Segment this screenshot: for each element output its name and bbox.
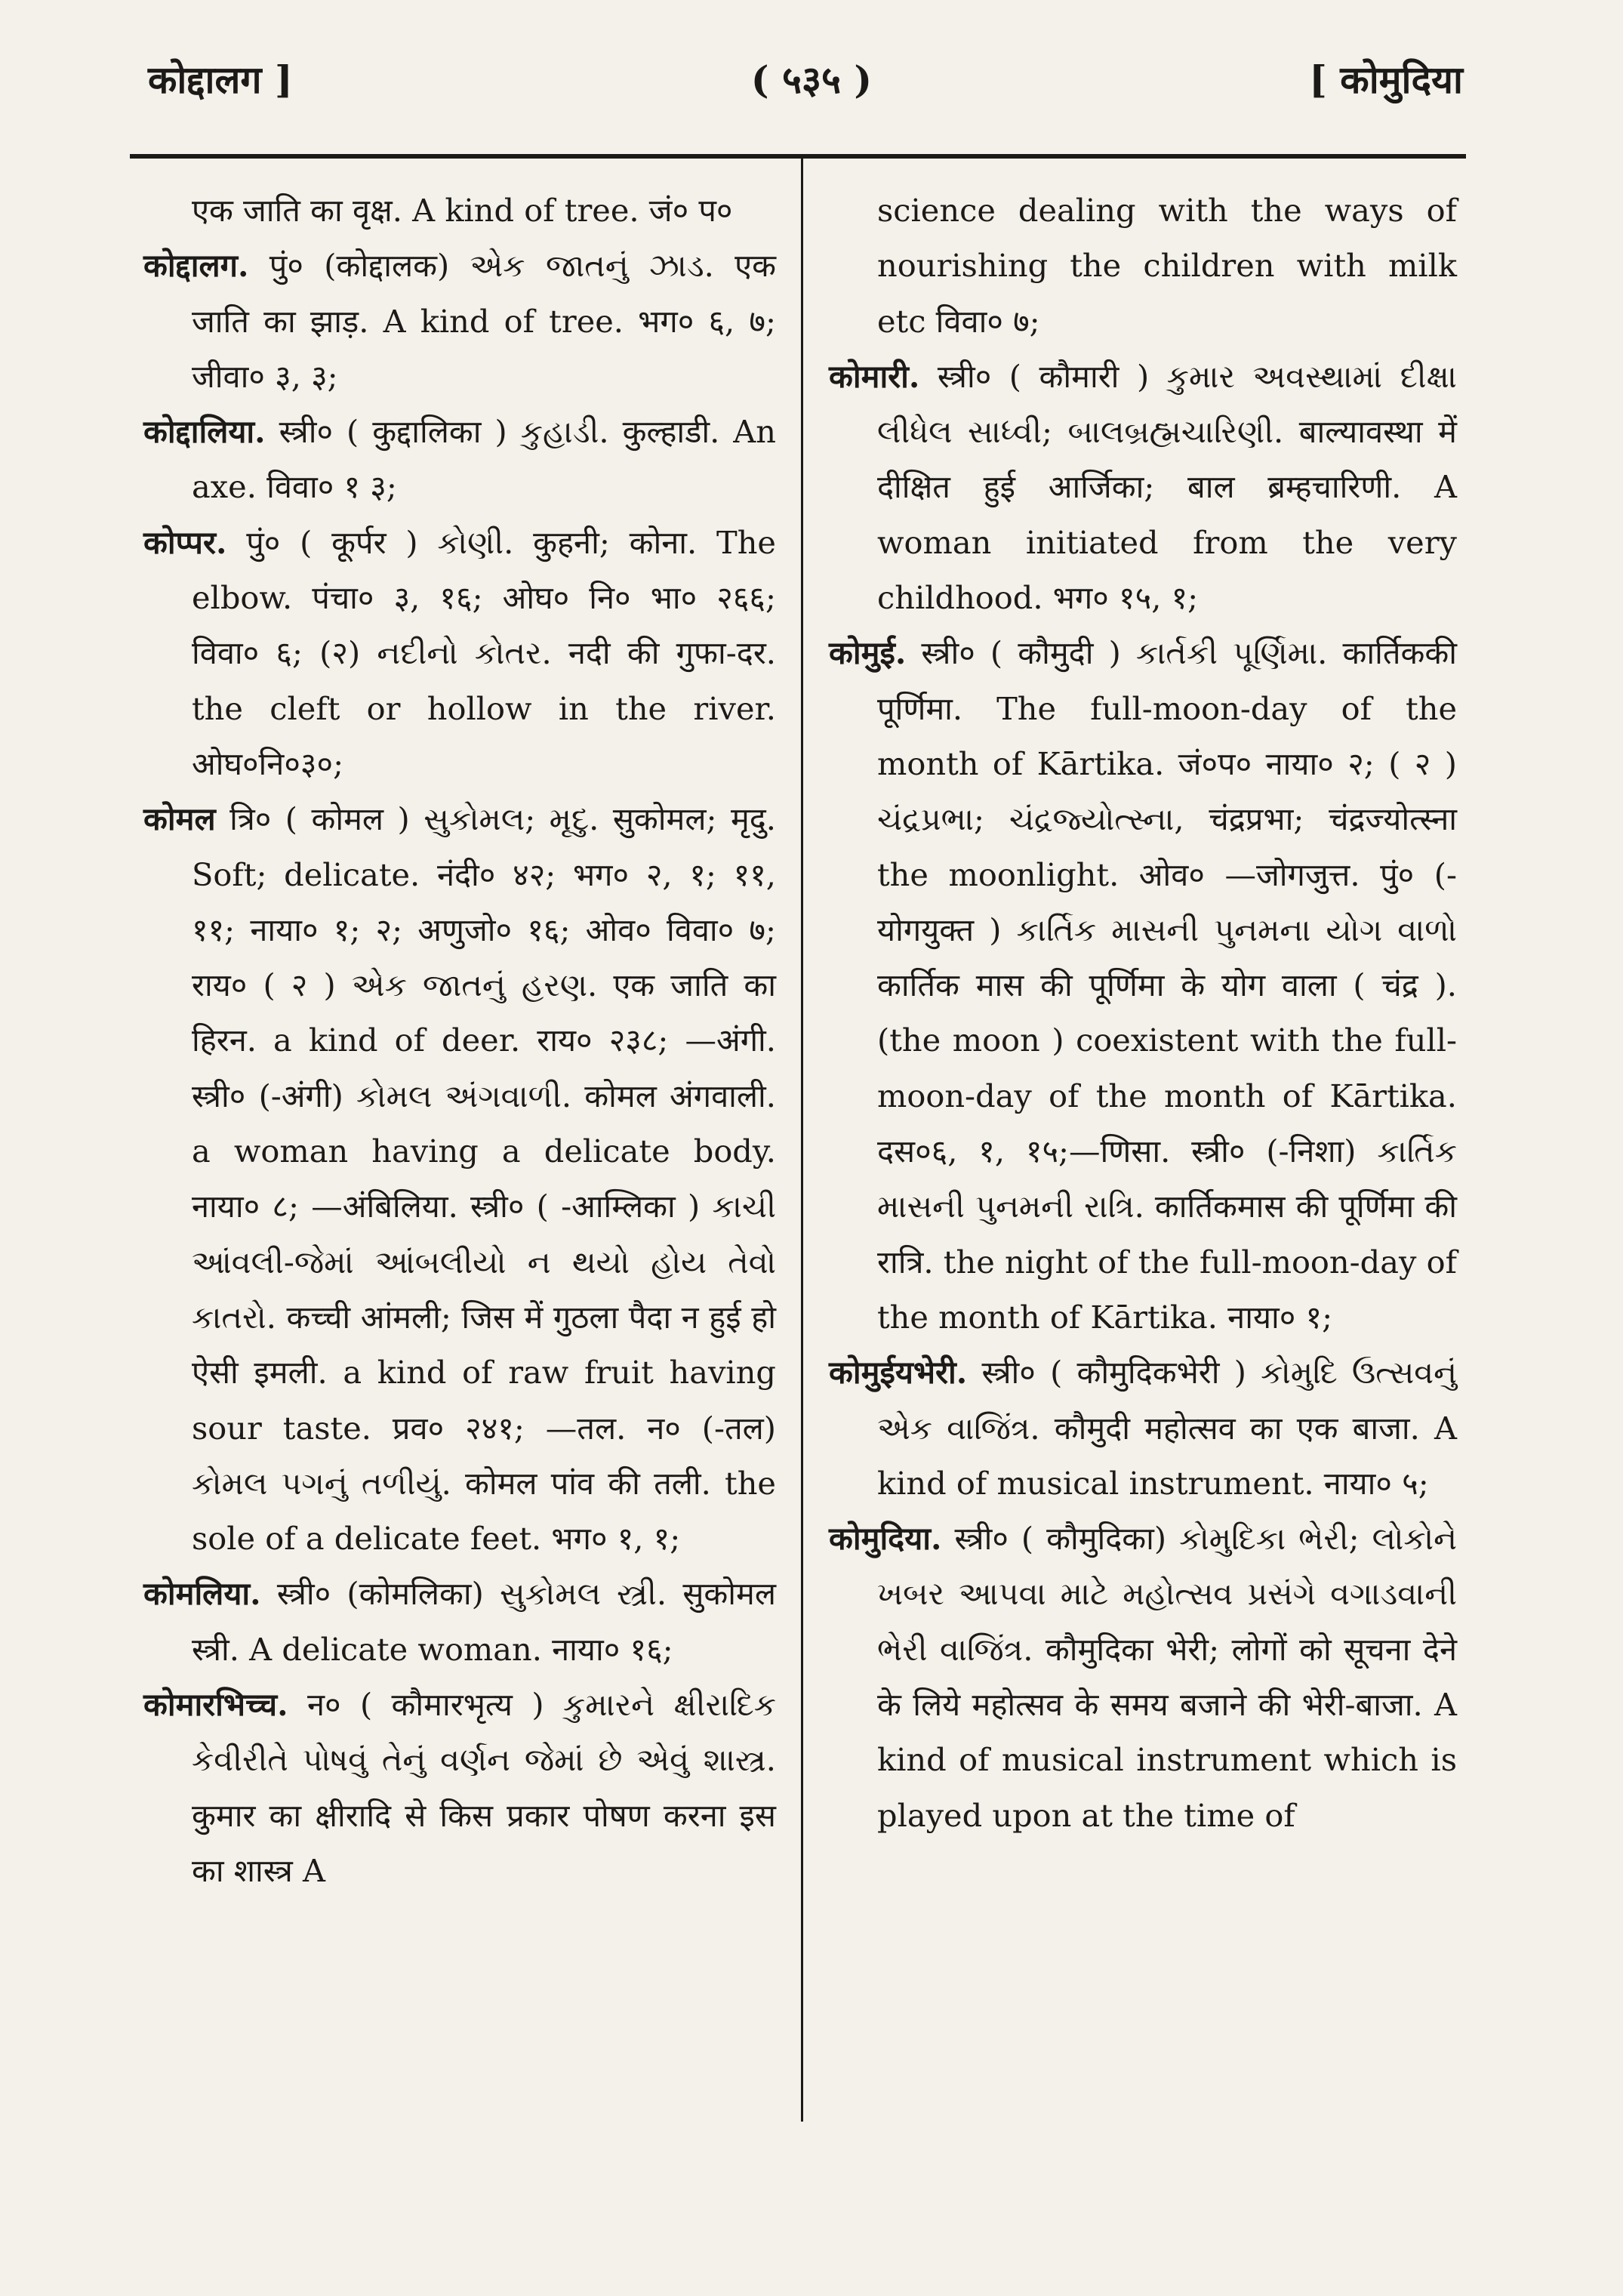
entry-text: स्त्री० ( कौमुदिका) કોમુદિકા ભેરી; લોકોને ખબર આપવા માટે મહોત્સવ પ્રસંગે વગાડવાની ભેરી વાજિંત્ર. कौमुदिका भेरी; लोगों को सूचना देने के लिये महोत्सव के समय बजाने की भेरी-बाजा. A kind of musical instrument which is played upon at the time of bbox=[877, 1520, 1457, 1834]
entry-headword: कोमारी. bbox=[829, 357, 920, 395]
entry-text: स्त्री० (कोमलिका) સુકોમલ સ્ત્રી. सुकोमल स्त्री. A delicate woman. नाया० १६; bbox=[192, 1575, 776, 1668]
entry-headword: कोद्दालग. bbox=[143, 247, 249, 285]
dictionary-entry bbox=[829, 1345, 1457, 1511]
dictionary-entry bbox=[143, 238, 776, 404]
dictionary-entry bbox=[829, 625, 1457, 1345]
dictionary-entry bbox=[143, 515, 776, 791]
left-column bbox=[143, 183, 776, 1898]
entry-headword: कोमुई. bbox=[829, 634, 907, 672]
entry-headword: कोमुईयभेरी. bbox=[829, 1354, 968, 1391]
entry-text: स्त्री० ( कुद्दालिका ) કુહાડી. कुल्हाडी. An axe. विवा० १ ३; bbox=[192, 413, 776, 506]
dictionary-entry bbox=[829, 349, 1457, 625]
entry-headword: कोमल bbox=[143, 800, 216, 838]
entry-headword: कोमलिया. bbox=[143, 1575, 261, 1613]
entry-headword: कोमुदिया. bbox=[829, 1520, 942, 1558]
entry-text: पुं० ( कूर्पर ) કોણી. कुहनी; कोना. The elbow. पंचा० ३, १६; ओघ० नि० भा० २६६; विवा० ६; (२) નદીનો કોતર. नदी की गुफा-दर. the cleft or hollow in the river. ओघ०नि०३०; bbox=[192, 523, 776, 782]
header-rule bbox=[130, 154, 1466, 159]
entry-text: स्त्री० ( कौमुदिकभेरी ) કોમુદિ ઉત્સવનું એક વાજિંત્ર. कौमुदी महोत्सव का एक बाजा. A kind of musical instrument. नाया० ५; bbox=[877, 1354, 1457, 1502]
entry-headword: कोप्पर. bbox=[143, 523, 227, 561]
entry-text: एक जाति का वृक्ष. A kind of tree. जं० प० bbox=[192, 192, 733, 229]
entry-text: science dealing with the ways of nourishing the children with milk etc विवा० ७; bbox=[877, 192, 1457, 340]
entry-text: त्रि० ( कोमल ) સુકોમલ; મૃદુ. सुकोमल; मृदु. Soft; delicate. नंदी० ४२; भग० २, १; ११, ११; नाया० १; २; अणुजो० १६; ओव० विवा० ७; राय० ( २ ) એક જાતનું હરણ. एक जाति का हिरन. a kind of deer. राय० २३८; —अंगी. स्त्री० (-अंगी) કોમલ અંગવાળી. कोमल अंगवाली. a woman having a delicate body. नाया० ८; —अंबिलिया. स्त्री० ( -आम्लिका ) કાચી આંવલી-જેમાં આંબલીયો ન થયો હોય તેવો કાતરો. कच्ची आंमली; जिस में गुठला पैदा न हुई हो ऐसी इमली. a kind of raw fruit having sour taste. प्रव० २४१; —तल. न० (-तल) કોમલ પગનું તળીયું. कोमल पांव की तली. the sole of a delicate feet. भग० १, १; bbox=[192, 800, 776, 1558]
running-head-right: [ कोमुदिया bbox=[1309, 57, 1463, 102]
dictionary-entry bbox=[143, 791, 776, 1566]
page-number: ( ५३५ ) bbox=[750, 57, 873, 102]
dictionary-entry bbox=[143, 183, 776, 238]
entry-headword: कोमारभिच्च. bbox=[143, 1686, 288, 1724]
dictionary-entry bbox=[143, 1566, 776, 1677]
dictionary-entry bbox=[829, 183, 1457, 349]
entry-text: स्त्री० ( कौमुदी ) કાર્તકી પૂર્ણિમા. कार्तिककी पूर्णिमा. The full-moon-day of the month of Kārtika. जं०प० नाया० २; ( २ ) ચંદ્રપ્રભા; ચંદ્રજ્યોત્સ્ના, चंद्रप्रभा; चंद्रज्योत्स्ना the moonlight. ओव० —जोगजुत्त. पुं० (-योगयुक्त ) કાર્તિક માસની પુનમના યોગ વાળો कार्तिक मास की पूर्णिमा के योग वाला ( चंद्र ). (the moon ) coexistent with the full-moon-day of the month of Kārtika. दस०६, १, १५;—णिसा. स्त्री० (-निशा) કાર્તિક માસની પુનમની રાત્રિ. कार्तिकमास की पूर्णिमा की रात्रि. the night of the full-moon-day of the month of Kārtika. नाया० १; bbox=[877, 634, 1457, 1336]
entry-text: न० ( कौमारभृत्य ) કુમારને ક્ષીરાદિક કેવીરીતે પોષવું તેનું વર્ણન જેમાં છે એવું શાસ્ત્ર. कुमार का क्षीरादि से किस प्रकार पोषण करना इस का शास्त्र A bbox=[192, 1686, 776, 1889]
column-divider bbox=[801, 159, 803, 2122]
dictionary-entry bbox=[829, 1511, 1457, 1843]
dictionary-entry bbox=[143, 404, 776, 515]
running-head-left: कोद्दालग ] bbox=[148, 57, 293, 102]
dictionary-entry bbox=[143, 1677, 776, 1898]
entry-headword: कोद्दालिया. bbox=[143, 413, 266, 451]
entry-text: पुं० (कोद्दालक) એક જાતનું ઝાડ. एक जाति का झाड़. A kind of tree. भग० ६, ७; जीवा० ३, ३; bbox=[192, 247, 776, 395]
right-column bbox=[829, 183, 1457, 1843]
entry-text: स्त्री० ( कौमारी ) કુમાર અવસ્થામાં દીક્ષા લીધેલ સાધ્વી; બાલબ્રહ્મચારિણી. बाल्यावस्था में दीक्षित हुई आर्जिका; बाल ब्रम्हचारिणी. A woman initiated from the very childhood. भग० १५, १; bbox=[877, 357, 1457, 617]
